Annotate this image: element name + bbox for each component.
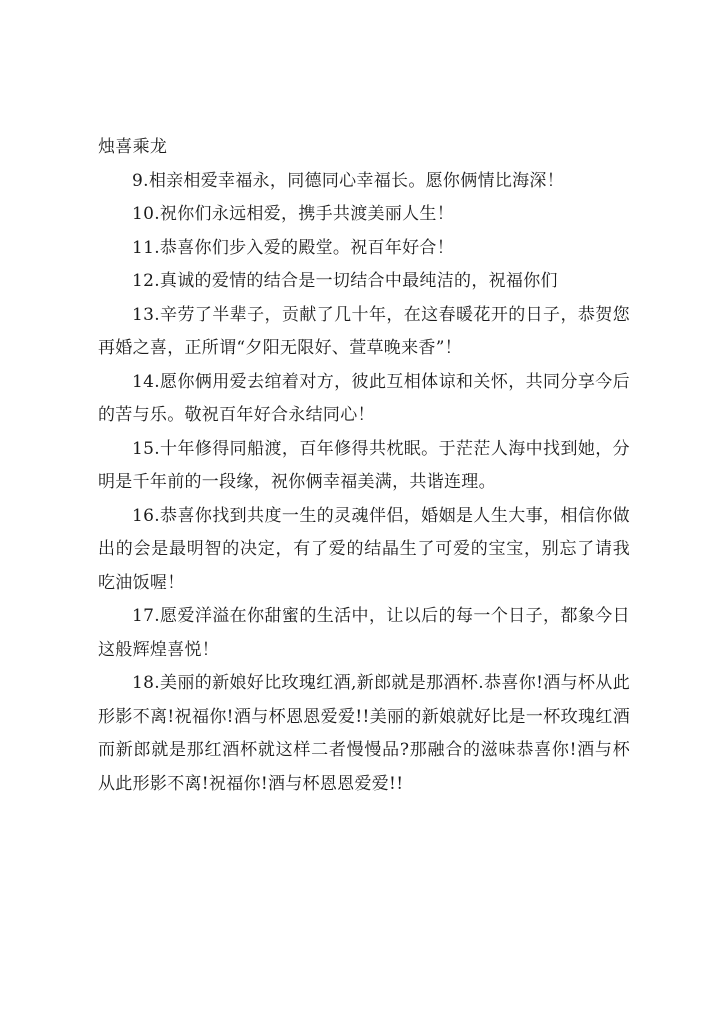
paragraph-16: 16.恭喜你找到共度一生的灵魂伴侣，婚姻是人生大事，相信你做出的会是最明智的决定，有了爱的结晶生了可爱的宝宝，别忘了请我吃油饭喔！ bbox=[98, 505, 630, 593]
paragraph-14: 14.愿你俩用爱去绾着对方，彼此互相体谅和关怀，共同分享今后的苦与乐。敬祝百年好合永结同心！ bbox=[98, 371, 630, 425]
paragraph-12: 12.真诚的爱情的结合是一切结合中最纯洁的，祝福你们 bbox=[132, 271, 558, 291]
paragraph-18: 18.美丽的新娘好比玫瑰红酒,新郎就是那酒杯.恭喜你!酒与杯从此形影不离!祝福你!酒与杯恩恩爱爱!!美丽的新娘就好比是一杯玫瑰红酒而新郎就是那红酒杯就这样二者慢慢品?那融合的滋味恭喜你!酒与杯从此形影不离!祝福你!酒与杯恩恩爱爱!! bbox=[98, 673, 630, 794]
paragraph-10: 10.祝你们永远相爱，携手共渡美丽人生！ bbox=[132, 204, 455, 224]
paragraph-9: 9.相亲相爱幸福永，同德同心幸福长。愿你俩情比海深！ bbox=[132, 170, 565, 191]
paragraph-15: 15.十年修得同船渡，百年修得共枕眠。于茫茫人海中找到她，分明是千年前的一段缘，祝你俩幸福美满，共谐连理。 bbox=[98, 438, 630, 492]
paragraph-continuation: 烛喜乘龙 bbox=[98, 137, 168, 157]
paragraph-11: 11.恭喜你们步入爱的殿堂。祝百年好合！ bbox=[132, 237, 455, 258]
document-body bbox=[98, 131, 630, 801]
paragraph-13: 13.辛劳了半辈子，贡献了几十年，在这春暖花开的日子，恭贺您再婚之喜，正所谓“夕阳无限好、萱草晚来香”！ bbox=[98, 304, 630, 358]
paragraph-17: 17.愿爱洋溢在你甜蜜的生活中，让以后的每一个日子，都象今日这般辉煌喜悦！ bbox=[98, 606, 630, 660]
